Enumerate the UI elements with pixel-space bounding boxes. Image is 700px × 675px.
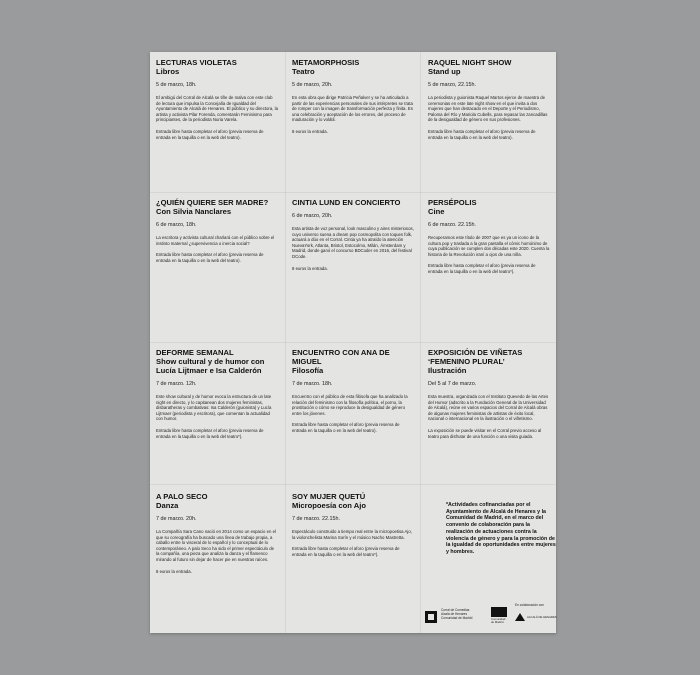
event-subtitle: Stand up bbox=[428, 67, 461, 76]
event-description: La escritora y activista cultural charlará con el público sobre el instinto maternal ¿supervivencia o inercia social? bbox=[156, 235, 275, 246]
event-title: ¿QUIÉN QUIERE SER MADRE? bbox=[156, 198, 269, 207]
event-description: La Compañía Sara Cano nació en 2014 como un espacio en el que su coreografía ha buscado una línea de trabajo propia, a caballo entre lo visceral de lo español y lo conceptual de lo contemporáneo. A palo Seco ha sido el primer espectáculo de la compañía, una pieza que analiza la danza y el flamenco mirando al futuro sin dejar de hacer pie en nuestras raíces. bbox=[156, 529, 276, 562]
event-card-persepolis bbox=[428, 198, 550, 275]
event-subtitle: Danza bbox=[156, 501, 179, 510]
event-title: RAQUEL NIGHT SHOW bbox=[428, 58, 512, 67]
event-date: 5 de marzo, 22.15h. bbox=[428, 82, 476, 88]
event-date: 6 de marzo. 22.15h. bbox=[428, 222, 476, 228]
event-card-metamorphosis bbox=[292, 58, 414, 135]
event-description: Recuperamos este título de 2007 que es ya un icono de la cultura pop y traslada a la gran pantalla el cómic homónimo de cuya publicación se cumplen dos décadas este 2020. Cuenta la historia de la Revolución iraní a ojos de una niña. bbox=[428, 235, 550, 257]
event-ticket-note: Entrada libre hasta completar el aforo (previa reserva de entrada en la taquilla o en la web del teatro). bbox=[156, 128, 264, 140]
event-date: 5 de marzo, 18h. bbox=[156, 82, 197, 88]
event-card-deforme-semanal bbox=[156, 348, 278, 439]
madrid-flag-icon bbox=[491, 607, 507, 617]
event-subtitle: Libros bbox=[156, 67, 180, 76]
fold-line bbox=[150, 342, 556, 343]
event-date: 7 de marzo. 22.15h. bbox=[292, 516, 340, 522]
event-title: EXPOSICIÓN DE VIÑETAS ‘FEMENINO PLURAL’ bbox=[428, 348, 523, 366]
event-title: METAMORPHOSIS bbox=[292, 58, 360, 67]
event-date: 5 de marzo, 20h. bbox=[292, 82, 333, 88]
madrid-logo-label: Comunidad de Madrid bbox=[491, 617, 506, 625]
event-title: DEFORME SEMANAL bbox=[156, 348, 234, 357]
event-card-cintia-lund bbox=[292, 198, 414, 271]
funding-notice: *Actividades cofinanciadas por el Ayuntamiento de Alcalá de Henares y la Comunidad de Madrid, en el marco del convenio de colaboración para la realización de actuaciones contra la violencia de género y para la promoción de la igualdad de oportunidades entre mujeres y hombres. bbox=[446, 502, 556, 555]
event-title: A PALO SECO bbox=[156, 492, 208, 501]
event-subtitle: Teatro bbox=[292, 67, 315, 76]
event-ticket-note: La exposición se puede visitar en el Corral previo acceso al teatro para disfrutar de una función o una visita guiada. bbox=[428, 427, 542, 439]
alcala-logo bbox=[515, 613, 557, 625]
event-price: 8 euros la entrada. bbox=[292, 128, 328, 134]
fold-line bbox=[150, 484, 556, 485]
event-title: CINTIA LUND EN CONCIERTO bbox=[292, 198, 401, 207]
event-ticket-note: Entrada libre hasta completar el aforo (previa reserva de entrada en la taquilla o en la web del teatro*). bbox=[292, 546, 400, 557]
event-description: Esta muestra, organizada con el Instituto Quevedo de las Artes del Humor (adscrito a la Fundación General de la Universidad de Alcalá), reúne en varios espacios del Corral de Alcalá obras de algunas mujeres feministas de artistas de éxito local, nacional o internacional en la ilustración o el viñetismo. bbox=[428, 394, 549, 422]
event-title: ENCUENTRO CON ANA DE MIGUEL bbox=[292, 348, 390, 366]
event-date: Del 5 al 7 de marzo. bbox=[428, 381, 477, 387]
logo-line: Alcalá de Henares bbox=[441, 611, 468, 616]
event-card-femenino-plural bbox=[428, 348, 550, 439]
event-subtitle: Ilustración bbox=[428, 366, 467, 375]
event-subtitle: Micropoesía con Ajo bbox=[292, 501, 366, 510]
event-date: 7 de marzo. 18h. bbox=[292, 381, 333, 387]
logo-line: Corral de Comedias bbox=[441, 608, 470, 612]
alcala-logo-label: ALCALÁ DE HENARES bbox=[527, 615, 557, 619]
event-subtitle: Filosofía bbox=[292, 366, 324, 375]
event-ticket-note: Entrada libre hasta completar el aforo (previa reserva de entrada en la taquilla o en la web del teatro). bbox=[156, 252, 264, 263]
event-date: 7 de marzo. 12h. bbox=[156, 381, 197, 387]
event-price: 8 euros la entrada. bbox=[156, 568, 192, 574]
event-ticket-note: Entrada libre hasta completar el aforo (previa reserva de entrada en la taquilla o en la web del teatro). bbox=[292, 422, 400, 433]
alcala-logo-icon bbox=[515, 613, 525, 621]
event-description: El ambigú del Corral de Alcalá se tiñe de malva con este club de lectura que impulsa la Concejalía de Igualdad del Ayuntamiento de Alcalá de Henares. El público y su directora, la artista y activista Pilar Forenda, comentarán Feminismo para principiantes, de la periodista Nuria Varela. bbox=[156, 95, 278, 123]
event-subtitle: Cine bbox=[428, 207, 445, 216]
event-date: 7 de marzo. 20h. bbox=[156, 516, 197, 522]
event-description: En esta obra que dirige Patricia Peñalver y se ha articulado a partir de las experiencias personales de sus intérpretes se trata de romper con la imagen de transformación perfecta y finita. Es una celebración y aceptación de los errores, del proceso de maduración y lo volátil. bbox=[292, 95, 413, 123]
event-ticket-note: Entrada libre hasta completar el aforo (previa reserva de entrada en la taquilla o en la web del teatro*). bbox=[156, 427, 264, 439]
event-price: 8 euros la entrada. bbox=[292, 265, 328, 271]
corral-logo-text bbox=[441, 609, 472, 620]
event-subtitle: Show cultural y de humor con Lucía Lijtmaer e Isa Calderón bbox=[156, 357, 265, 375]
event-description: Este show cultural y de humor evoca la estructura de un late night en directo, y lo capitanean dos mujeres feministas, disbaratheras y combativas: Isa Calderón (guionista) y Lucía Lijtmaer (periodista y escritora), que comentan la actualidad con humor. bbox=[156, 394, 272, 422]
event-title: SOY MUJER QUETÚ bbox=[292, 492, 366, 501]
event-card-quien-quiere-ser-madre bbox=[156, 198, 278, 263]
fold-line bbox=[150, 192, 556, 193]
event-card-soy-mujer-quetu bbox=[292, 492, 414, 557]
comunidad-madrid-logo bbox=[491, 607, 507, 625]
corral-logo-icon bbox=[425, 611, 437, 623]
event-title: PERSÉPOLIS bbox=[428, 198, 477, 207]
event-title: LECTURAS VIOLETAS bbox=[156, 58, 237, 67]
event-card-ana-de-miguel bbox=[292, 348, 414, 434]
logo-line: Comunidad de Madrid bbox=[441, 615, 473, 620]
event-subtitle: Con Silvia Nanclares bbox=[156, 207, 232, 216]
event-date: 6 de marzo, 20h. bbox=[292, 213, 333, 219]
event-description: Encuentro con el público de esta filósofa que ha analizado la relación del feminismo con la filosofía política, el porno, la prostitución o cómo se reproduce la desigualdad de género entre los jóvenes. bbox=[292, 394, 408, 416]
event-description: La periodista y guionista Raquel Martos ejerce de maestra de ceremonias en este late night show en el que invita a dos mujeres que han destacado en el Deporte y el Periodismo, Paloma del Río y Mariola Cubells, para repasar las zancadillas de la desigualdad de género en sus profesiones. bbox=[428, 95, 548, 123]
event-card-raquel-night-show bbox=[428, 58, 550, 140]
event-description: Espectáculo construido a tiempo real entre la micropoetisa Ajo, la violonchelista Marina Sorín y el músico Nacho Mastretta. bbox=[292, 529, 412, 540]
event-description: Esta artista de voz personal, look masculino y aires misteriosos, cuyo universo suena a dream pop cosmopolita con toques folk, actuará a dúo en el Corral. Cintia ya ha atraído la atención NuevaYork, Atlanta, Bristol, Estocolmo, Milán, Ámsterdam y Madrid, donde ganó el concurso BDCoder en 2016, del festival DCode. bbox=[292, 226, 414, 259]
event-ticket-note: Entrada libre hasta completar el aforo (previa reserva de entrada en la taquilla o en la web del teatro*). bbox=[428, 263, 536, 274]
event-card-a-palo-seco bbox=[156, 492, 278, 574]
event-card-lecturas-violetas bbox=[156, 58, 278, 140]
collab-label: En colaboración con bbox=[515, 603, 544, 607]
sponsor-logos bbox=[425, 603, 555, 627]
event-date: 6 de marzo, 18h. bbox=[156, 222, 197, 228]
event-ticket-note: Entrada libre hasta completar el aforo (previa reserva de entrada en la taquilla o en la web del teatro). bbox=[428, 128, 536, 140]
